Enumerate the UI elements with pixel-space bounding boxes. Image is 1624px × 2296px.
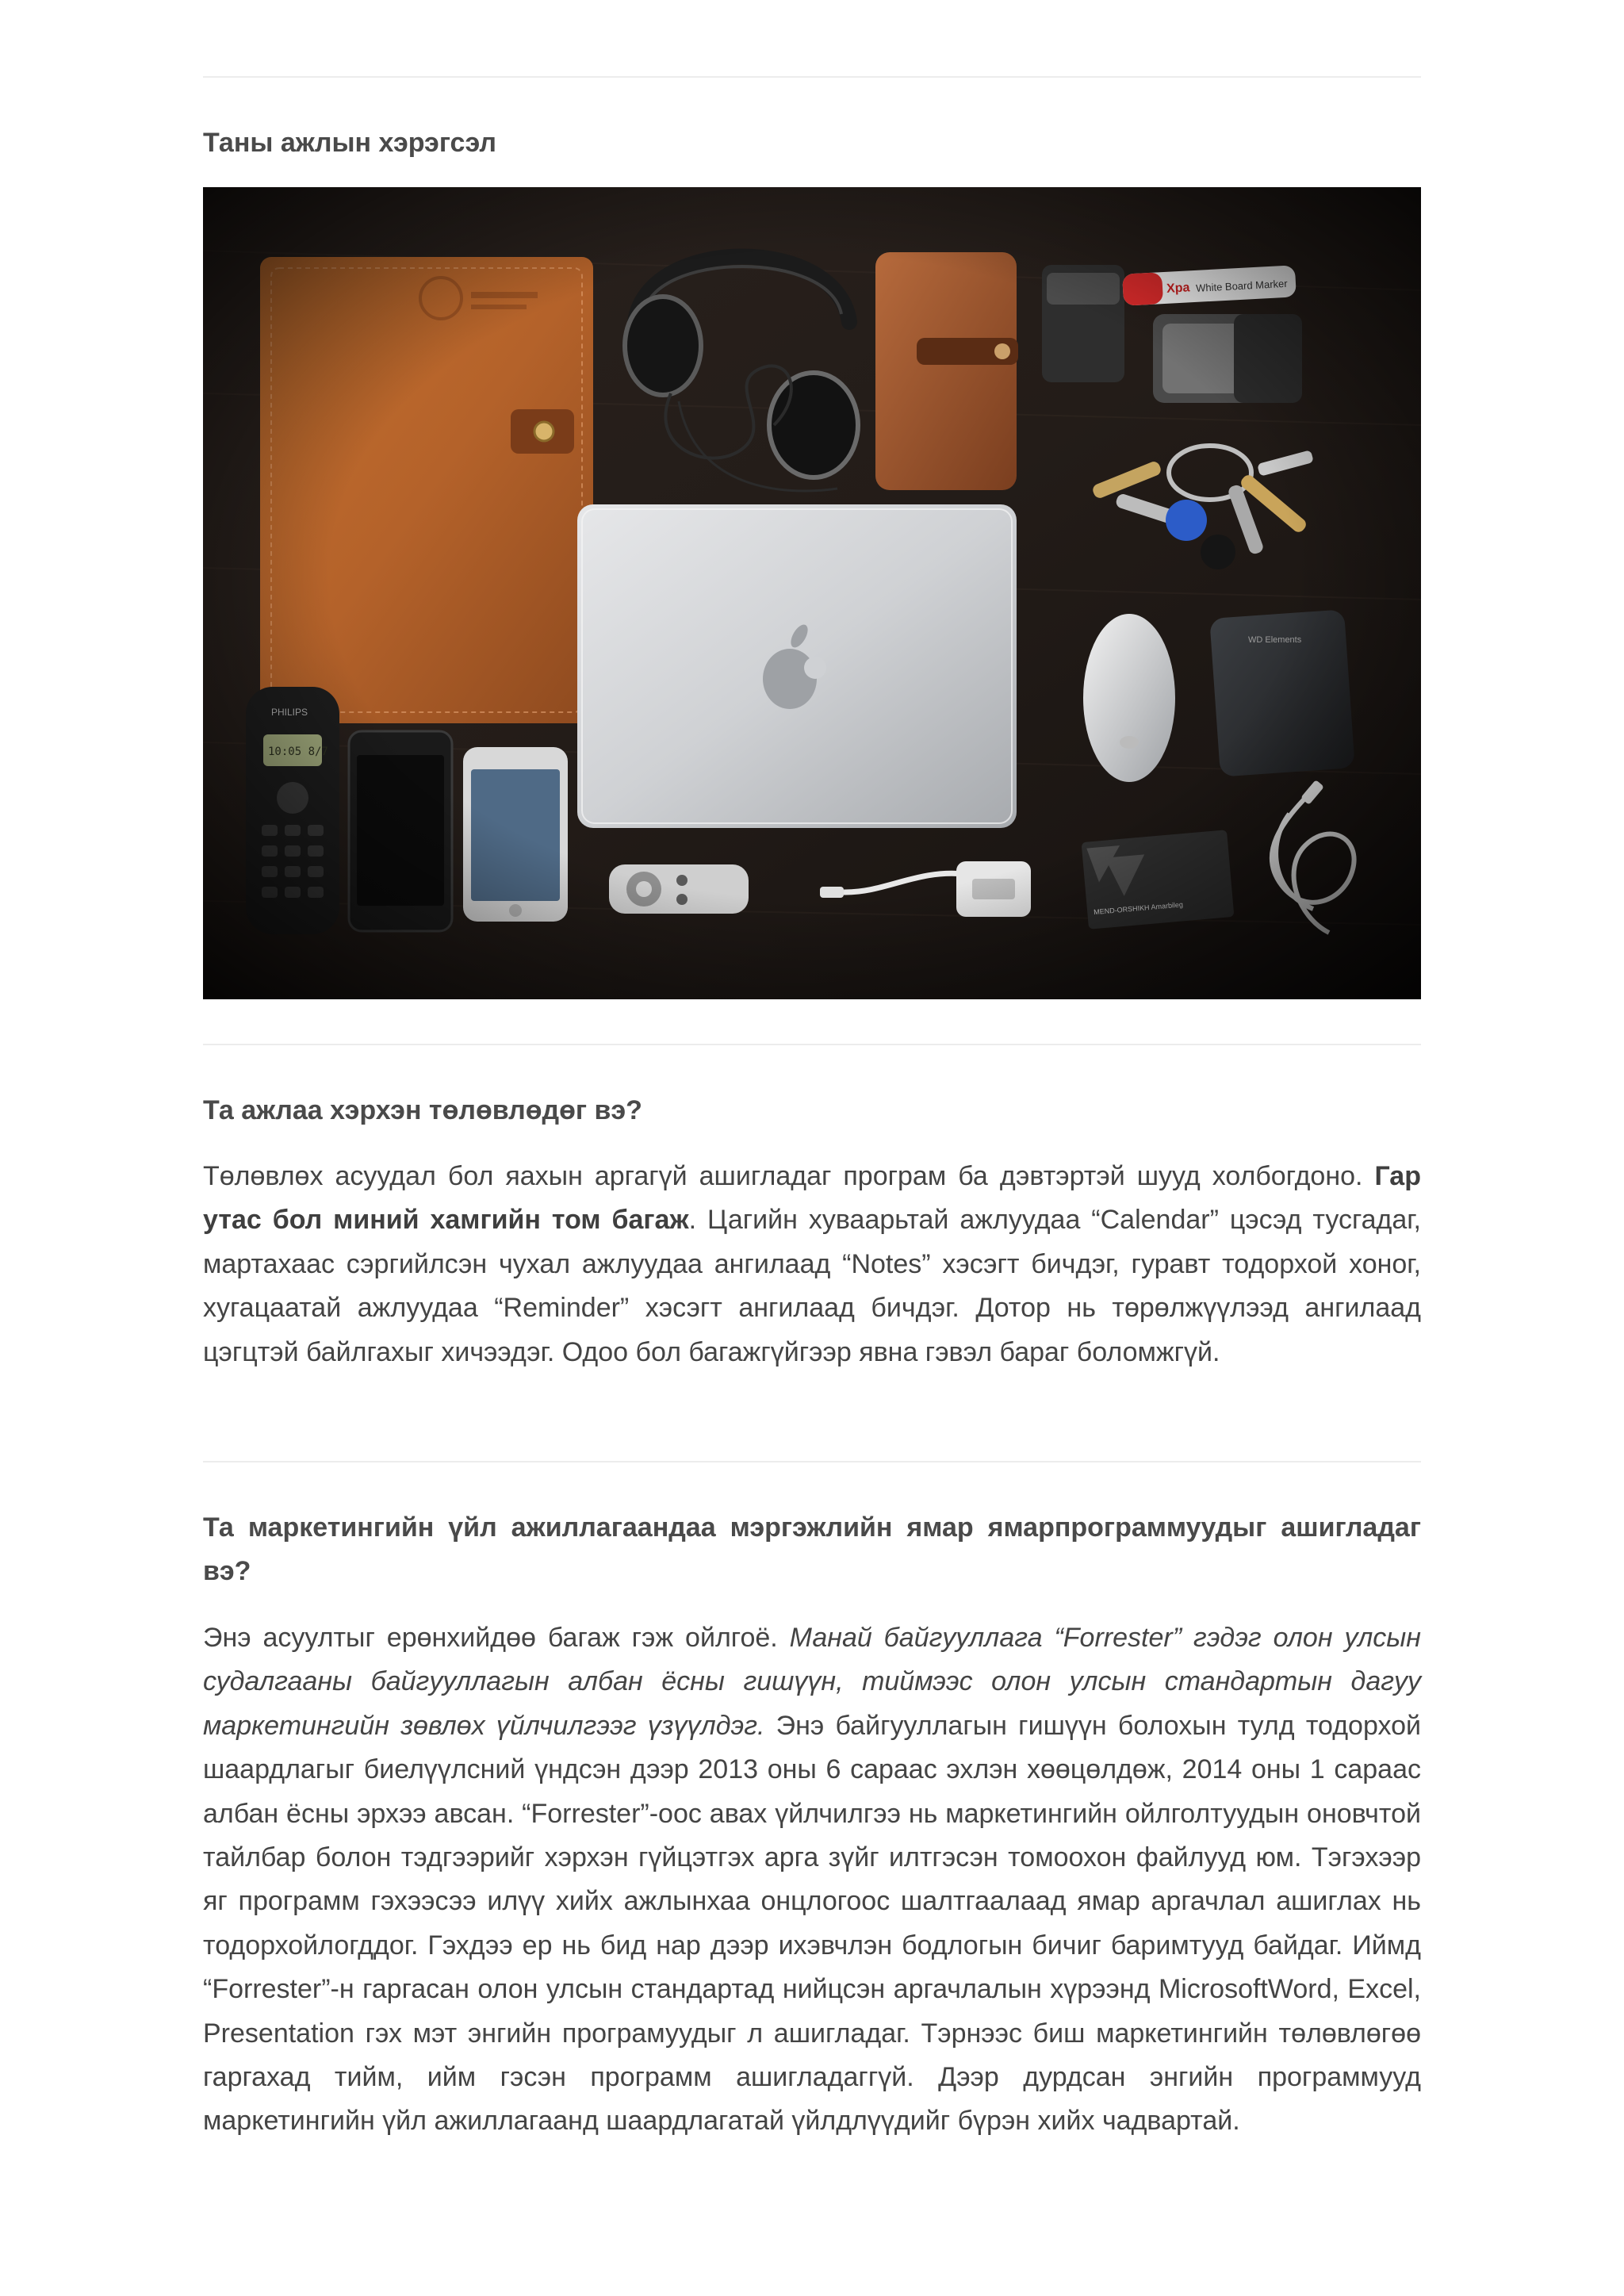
work-tools-photo xyxy=(203,187,1421,999)
paragraph-planning-text-1: Төлөвлөх асуудал бол яахын аргагүй ашигладаг програм ба дэвтэртэй шууд холбогдоно. xyxy=(203,1161,1375,1191)
paragraph-software-text-2: Энэ байгууллагын гишүүн болохын тулд тодорхой шаардлагыг биелүүлсний үндсэн дээр 2013 оны 6 сараас эхлэн хөөцөлдөж, 2014 оны 1 сараас албан ёсны эрхээ авсан. “Forrester”-оос авах үйлчилгээ нь маркетингийн ойлголтуудын оновчтой тайлбар болон тэдгээрийг хэрхэн гүйцэтгэх арга зүйг илтгэсэн томоохон файлууд юм. Тэгэхээр яг программ гэхээсээ илүү хийх ажлынхаа онцлогоос шалтгаалаад ямар аргачлал ашиглах нь тодорхойлогддог. Гэхдээ ер нь бид нар дээр ихэвчлэн бодлогын бичиг баримтууд байдаг. Иймд “Forrester”-н гаргасан олон улсын стандартад нийцсэн аргачлалын хүрээнд MicrosoftWord, Excel, Presentation гэх мэт энгийн програмуудыг л ашигладаг. Тэрнээс биш маркетингийн төлөвлөгөө гаргахад тийм, ийм гэсэн программ ашигладаггүй. Дээр дурдсан энгийн программууд маркетингийн үйл ажиллагаанд шаардлагатай үйлдлүүдийг бүрэн хийх чадвартай. xyxy=(203,1710,1421,2137)
top-divider xyxy=(203,76,1421,78)
paragraph-planning-bold: Гар утас бол миний хамгийн том багаж xyxy=(203,1161,1421,1236)
divider-before-software xyxy=(203,1461,1421,1462)
section-title-planning: Та ажлаа хэрхэн төлөвлөдөг вэ? xyxy=(203,1095,642,1125)
section-title-software: Та маркетингийн үйл ажиллагаандаа мэргэжлийн ямар ямарпрограммуудыг ашигладаг вэ? xyxy=(203,1512,1421,1586)
paragraph-software-text-1: Энэ асуултыг ерөнхийдөө багаж гэж ойлгоё. xyxy=(203,1623,790,1653)
paragraph-software-italic: Манай байгууллага “Forrester” гэдэг олон улсын судалгааны байгууллагын албан ёсны гишүүн, тиймээс олон улсын стандартын дагуу маркетингийн зөвлөх үйлчилгээг үзүүлдэг. xyxy=(203,1623,1421,1741)
paragraph-planning-text-2: . Цагийн хуваарьтай ажлуудаа “Calendar” цэсэд тусгадаг, мартахаас сэргийлсэн чухал ажлуудаа ангилаад “Notes” хэсэгт бичдэг, гуравт тодорхой хоног, хугацаатай ажлуудаа “Reminder” хэсэгт ангилаад бичдэг. Дотор нь төрөлжүүлээд ангилаад цэгцтэй байлгахыг хичээдэг. Одоо бол багажгүйгээр явна гэвэл бараг боломжгүй. xyxy=(203,1205,1421,1367)
paragraph-planning xyxy=(203,1155,1421,1374)
section-title-tools: Таны ажлын хэрэгсэл xyxy=(203,128,496,158)
photo-vignette xyxy=(203,187,1421,999)
paragraph-software xyxy=(203,1616,1421,2144)
divider-after-photo xyxy=(203,1044,1421,1045)
